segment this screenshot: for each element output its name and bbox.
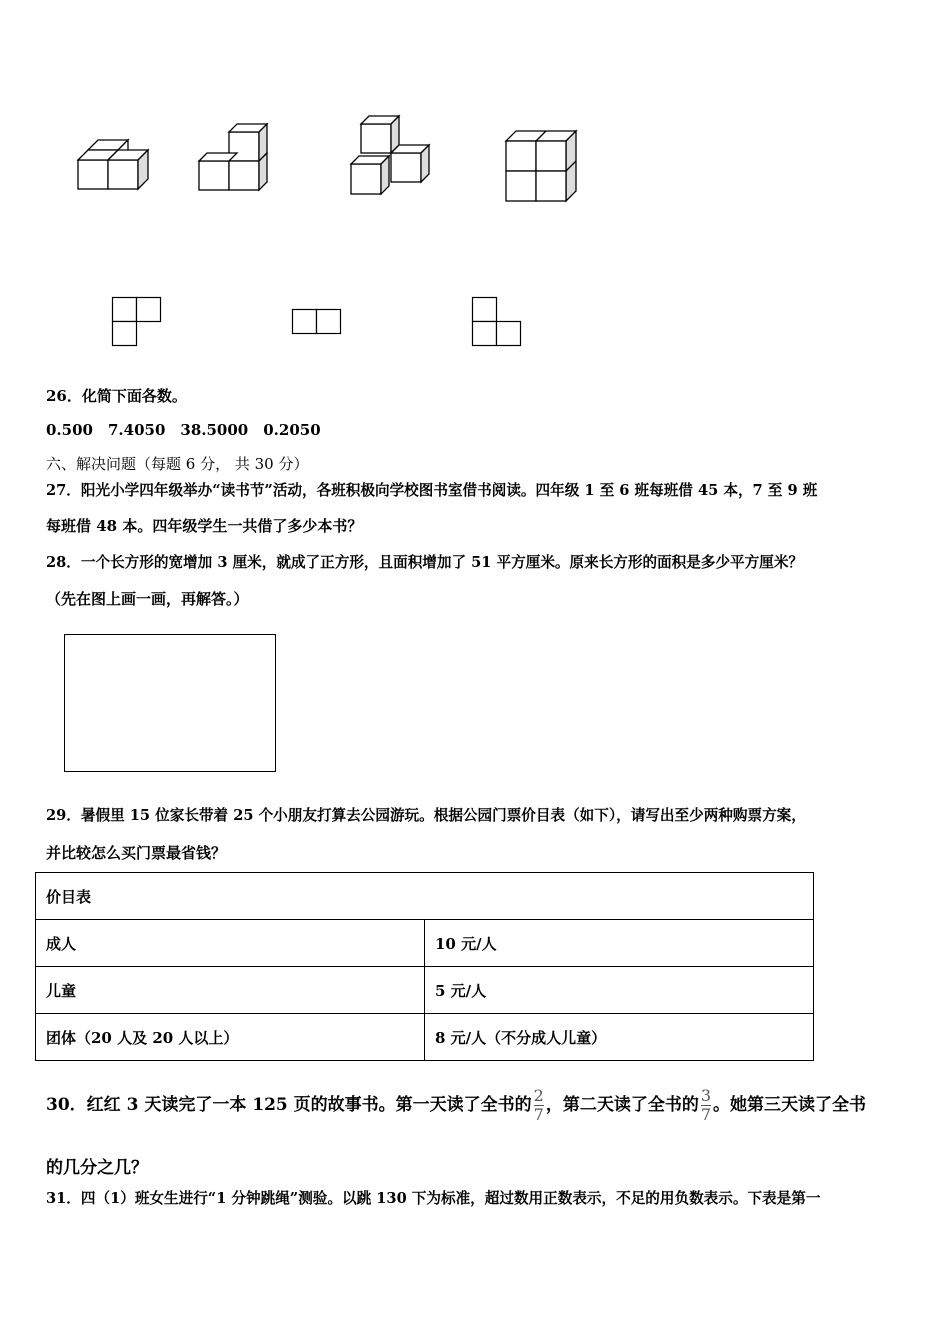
cube-figure-4: [500, 125, 590, 210]
table-cell-label: 成人: [36, 920, 425, 967]
cube-figure-2: [195, 120, 285, 200]
table-cell-label: 团体（20 人及 20 人以上）: [36, 1014, 425, 1061]
fraction-denominator: 7: [533, 1105, 544, 1124]
fraction-2-7: [534, 1088, 544, 1123]
cube-figure-1: [70, 130, 160, 200]
table-row: [36, 967, 814, 1014]
q28-line2: （先在图上画一画，再解答。）: [46, 590, 249, 608]
q29-line2: 并比较怎么买门票最省钱？: [46, 844, 227, 862]
table-row: [36, 1014, 814, 1061]
table-cell-price: 10 元/人: [425, 920, 814, 967]
view-figure-3: [472, 297, 522, 347]
price-table: [35, 872, 814, 1061]
cube-figure-3: [345, 112, 445, 202]
table-row: [36, 920, 814, 967]
q31-line1: 31．四（1）班女生进行“1 分钟跳绳”测验。以跳 130 下为标准，超过数用正数表示，不足的用负数表示。下表是第一: [46, 1190, 821, 1207]
fraction-numerator: 2: [533, 1086, 544, 1105]
table-cell-label: 儿童: [36, 967, 425, 1014]
view-figure-2: [292, 309, 342, 335]
q27-line2: 每班借 48 本。四年级学生一共借了多少本书？: [46, 517, 363, 535]
section6-heading: 六、解决问题（每题 6 分， 共 30 分）: [46, 455, 309, 473]
q30-part1: 30．红红 3 天读完了一本 125 页的故事书。第一天读了全书的: [46, 1095, 532, 1115]
table-cell-price: 8 元/人（不分成人儿童）: [425, 1014, 814, 1061]
q30-part2: ，第二天读了全书的: [545, 1095, 699, 1115]
q29-line1: 29．暑假里 15 位家长带着 25 个小朋友打算去公园游玩。根据公园门票价目表（如下），请写出至少两种购票方案，: [46, 807, 806, 824]
fraction-denominator: 7: [700, 1105, 712, 1124]
q30-part3: 。她第三天读了全书: [713, 1095, 867, 1115]
view-figure-1: [112, 297, 162, 347]
q26-numbers: 0.500 7.4050 38.5000 0.2050: [46, 421, 321, 439]
q27-line1: 27．阳光小学四年级举办“读书节”活动，各班积极向学校图书室借书阅读。四年级 1 至 6 班每班借 45 本，7 至 9 班: [46, 482, 818, 499]
fraction-numerator: 3: [700, 1086, 712, 1105]
drawing-rectangle: [64, 634, 276, 772]
q28-line1: 28．一个长方形的宽增加 3 厘米，就成了正方形，且面积增加了 51 平方厘米。原来长方形的面积是多少平方厘米？: [46, 554, 804, 571]
q30-line1: [46, 1088, 866, 1123]
table-header: 价目表: [36, 873, 814, 920]
table-cell-price: 5 元/人: [425, 967, 814, 1014]
fraction-3-7: [701, 1088, 711, 1123]
table-header-row: [36, 873, 814, 920]
q30-line2: 的几分之几？: [46, 1158, 148, 1178]
q26-title: 26．化简下面各数。: [46, 387, 187, 405]
